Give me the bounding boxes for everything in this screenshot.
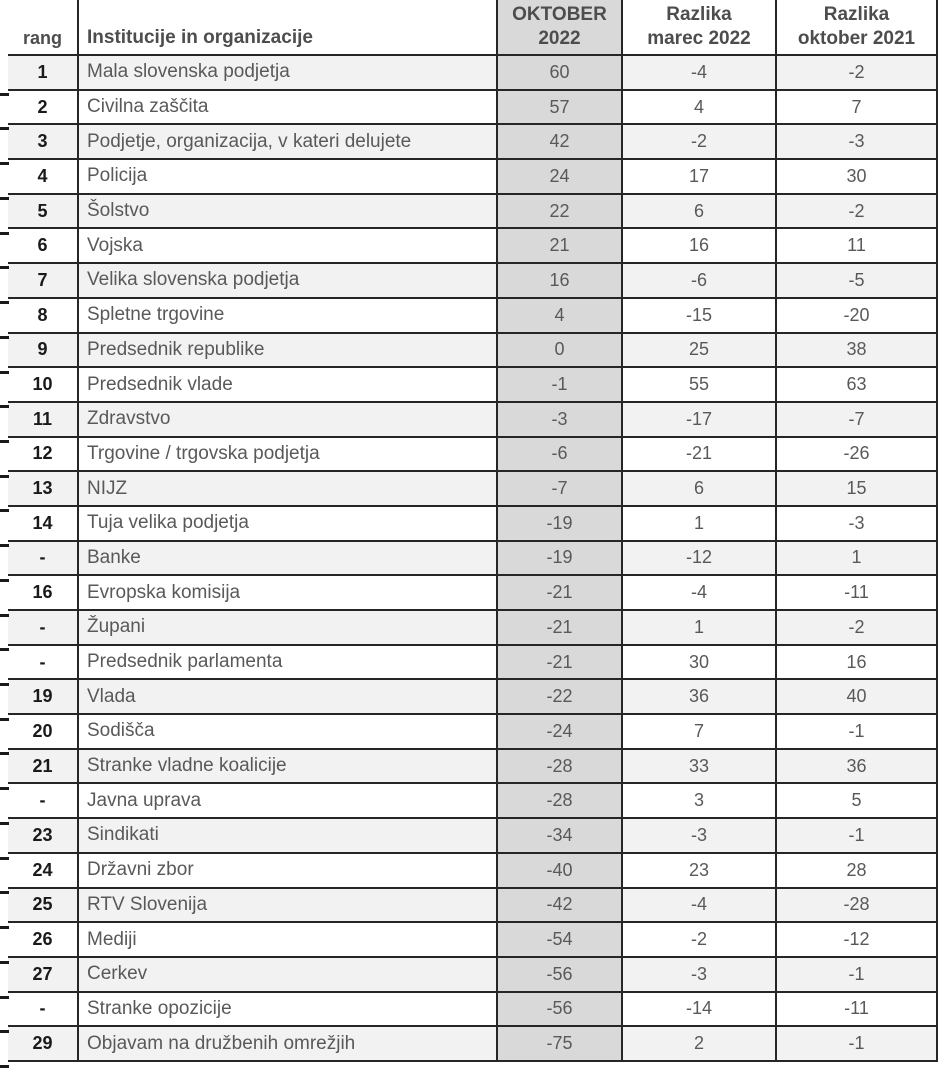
oktober-2022-value-cell: -28 [497,749,622,784]
table-row [8,853,937,888]
table-row [8,714,937,749]
razlika-oktober-2021-cell: -3 [776,124,937,159]
institution-name-cell: Tuja velika podjetja [78,506,497,541]
table-row [8,957,937,992]
razlika-marec-2022-cell: 17 [622,159,776,194]
header-razlika-marec-2022 [622,0,776,55]
oktober-2022-value-cell: -28 [497,783,622,818]
rank-cell: 1 [8,55,78,90]
oktober-2022-value-cell: -75 [497,1026,622,1061]
razlika-marec-2022-cell: 30 [622,645,776,680]
institution-name-cell: Sindikati [78,818,497,853]
oktober-2022-value-cell: -56 [497,957,622,992]
institution-name-cell: Sodišča [78,714,497,749]
table-row [8,888,937,923]
row-boundary-tick [0,197,9,200]
row-boundary-tick [0,405,9,408]
institution-name-cell: Državni zbor [78,853,497,888]
rank-cell: - [8,541,78,576]
oktober-2022-value-cell: -21 [497,645,622,680]
rank-cell: 29 [8,1026,78,1061]
rank-cell: 12 [8,437,78,472]
razlika-oktober-2021-cell: -2 [776,610,937,645]
oktober-2022-value-cell: -21 [497,575,622,610]
razlika-oktober-2021-cell: -12 [776,922,937,957]
table-body [8,55,937,1061]
institution-name-cell: Predsednik parlamenta [78,645,497,680]
header-row [8,0,937,55]
razlika-marec-2022-cell: -3 [622,957,776,992]
oktober-2022-value-cell: -21 [497,610,622,645]
institution-name-cell: Mala slovenska podjetja [78,55,497,90]
institutions-trust-table [8,0,938,1062]
oktober-2022-value-cell: 57 [497,90,622,125]
oktober-2022-value-cell: -42 [497,888,622,923]
row-boundary-tick [0,857,9,860]
header-razlika-oktober-line2: oktober 2021 [797,28,916,49]
razlika-marec-2022-cell: 6 [622,194,776,229]
razlika-oktober-2021-cell: 11 [776,228,937,263]
razlika-oktober-2021-cell: 36 [776,749,937,784]
row-boundary-tick [0,232,9,235]
razlika-oktober-2021-cell: 40 [776,679,937,714]
oktober-2022-value-cell: 0 [497,333,622,368]
rank-cell: 21 [8,749,78,784]
oktober-2022-value-cell: -40 [497,853,622,888]
rank-cell: 27 [8,957,78,992]
rank-cell: 5 [8,194,78,229]
table-row [8,333,937,368]
razlika-oktober-2021-cell: -20 [776,298,937,333]
rank-cell: 14 [8,506,78,541]
oktober-2022-value-cell: -34 [497,818,622,853]
rank-cell: 16 [8,575,78,610]
oktober-2022-value-cell: 16 [497,263,622,298]
table-row [8,402,937,437]
header-razlika-marec-line1: Razlika [666,4,732,25]
header-razlika-oktober-line1: Razlika [823,4,890,25]
row-boundary-tick [0,648,9,651]
table-row [8,610,937,645]
header-razlika-oktober-2021 [776,0,937,55]
rank-cell: 10 [8,367,78,402]
institution-name-cell: Stranke opozicije [78,992,497,1027]
institution-name-cell: Civilna zaščita [78,90,497,125]
row-boundary-tick [0,787,9,790]
table-row [8,1026,937,1061]
razlika-marec-2022-cell: 3 [622,783,776,818]
razlika-marec-2022-cell: 25 [622,333,776,368]
razlika-oktober-2021-cell: -11 [776,992,937,1027]
razlika-oktober-2021-cell: -2 [776,55,937,90]
rank-cell: 4 [8,159,78,194]
rank-cell: 20 [8,714,78,749]
table-row [8,783,937,818]
rank-cell: - [8,645,78,680]
rank-cell: 19 [8,679,78,714]
table-row [8,471,937,506]
table-row [8,679,937,714]
institution-name-cell: Predsednik vlade [78,367,497,402]
razlika-marec-2022-cell: -4 [622,575,776,610]
institution-name-cell: Cerkev [78,957,497,992]
institution-name-cell: NIJZ [78,471,497,506]
row-boundary-tick [0,509,9,512]
institution-name-cell: Mediji [78,922,497,957]
institution-name-cell: RTV Slovenija [78,888,497,923]
razlika-oktober-2021-cell: 16 [776,645,937,680]
table-row [8,228,937,263]
header-razlika-marec-line2: marec 2022 [647,28,751,49]
oktober-2022-value-cell: -7 [497,471,622,506]
oktober-2022-value-cell: -1 [497,367,622,402]
razlika-marec-2022-cell: -4 [622,55,776,90]
razlika-oktober-2021-cell: 38 [776,333,937,368]
oktober-2022-value-cell: 22 [497,194,622,229]
razlika-marec-2022-cell: 33 [622,749,776,784]
razlika-marec-2022-cell: 55 [622,367,776,402]
institution-name-cell: Vojska [78,228,497,263]
razlika-oktober-2021-cell: -28 [776,888,937,923]
rank-cell: 8 [8,298,78,333]
header-institucije: Institucije in organizacije [78,0,497,55]
razlika-marec-2022-cell: -6 [622,263,776,298]
institution-name-cell: Banke [78,541,497,576]
institution-name-cell: Policija [78,159,497,194]
table-row [8,298,937,333]
razlika-marec-2022-cell: 4 [622,90,776,125]
rank-cell: - [8,610,78,645]
institution-name-cell: Evropska komisija [78,575,497,610]
row-boundary-tick [0,822,9,825]
institution-name-cell: Stranke vladne koalicije [78,749,497,784]
table-row [8,541,937,576]
razlika-oktober-2021-cell: -1 [776,957,937,992]
row-boundary-tick [0,926,9,929]
razlika-marec-2022-cell: 23 [622,853,776,888]
razlika-oktober-2021-cell: -3 [776,506,937,541]
oktober-2022-value-cell: -24 [497,714,622,749]
header-oktober-2022 [497,0,622,55]
row-boundary-tick [0,440,9,443]
oktober-2022-value-cell: -54 [497,922,622,957]
razlika-marec-2022-cell: -17 [622,402,776,437]
razlika-marec-2022-cell: -3 [622,818,776,853]
institution-name-cell: Predsednik republike [78,333,497,368]
razlika-oktober-2021-cell: -7 [776,402,937,437]
row-boundary-tick [0,336,9,339]
razlika-oktober-2021-cell: -1 [776,818,937,853]
razlika-marec-2022-cell: -15 [622,298,776,333]
row-boundary-tick [0,718,9,721]
row-boundary-tick [0,614,9,617]
institution-name-cell: Objavam na družbenih omrežjih [78,1026,497,1061]
rank-cell: - [8,992,78,1027]
razlika-marec-2022-cell: 2 [622,1026,776,1061]
oktober-2022-value-cell: 4 [497,298,622,333]
razlika-marec-2022-cell: -2 [622,922,776,957]
institution-name-cell: Podjetje, organizacija, v kateri delujete [78,124,497,159]
razlika-oktober-2021-cell: -26 [776,437,937,472]
table-row [8,159,937,194]
oktober-2022-value-cell: 21 [497,228,622,263]
row-boundary-tick [0,891,9,894]
razlika-marec-2022-cell: 1 [622,610,776,645]
razlika-oktober-2021-cell: 63 [776,367,937,402]
row-boundary-tick [0,1030,9,1033]
row-boundary-tick [0,93,9,96]
razlika-oktober-2021-cell: -1 [776,714,937,749]
table-row [8,992,937,1027]
razlika-oktober-2021-cell: -5 [776,263,937,298]
razlika-marec-2022-cell: -2 [622,124,776,159]
header-rang: rang [8,0,78,55]
razlika-marec-2022-cell: 7 [622,714,776,749]
rank-cell: 3 [8,124,78,159]
razlika-marec-2022-cell: -14 [622,992,776,1027]
table-row [8,575,937,610]
razlika-oktober-2021-cell: -11 [776,575,937,610]
institution-name-cell: Zdravstvo [78,402,497,437]
table-row [8,437,937,472]
rank-cell: 26 [8,922,78,957]
header-oktober-2022-line2: 2022 [538,28,581,49]
table-row [8,922,937,957]
oktober-2022-value-cell: -56 [497,992,622,1027]
row-boundary-tick [0,544,9,547]
institution-name-cell: Šolstvo [78,194,497,229]
rank-cell: 6 [8,228,78,263]
rank-cell: 23 [8,818,78,853]
razlika-oktober-2021-cell: 7 [776,90,937,125]
row-boundary-tick [0,961,9,964]
table-row [8,506,937,541]
razlika-oktober-2021-cell: -1 [776,1026,937,1061]
razlika-marec-2022-cell: 6 [622,471,776,506]
razlika-oktober-2021-cell: 1 [776,541,937,576]
row-boundary-tick [0,266,9,269]
razlika-marec-2022-cell: -12 [622,541,776,576]
table-row [8,263,937,298]
table-row [8,124,937,159]
razlika-oktober-2021-cell: 30 [776,159,937,194]
oktober-2022-value-cell: -22 [497,679,622,714]
razlika-marec-2022-cell: 36 [622,679,776,714]
row-boundary-tick [0,127,9,130]
oktober-2022-value-cell: 60 [497,55,622,90]
institution-name-cell: Župani [78,610,497,645]
razlika-marec-2022-cell: -21 [622,437,776,472]
oktober-2022-value-cell: 24 [497,159,622,194]
rank-cell: 2 [8,90,78,125]
institution-name-cell: Velika slovenska podjetja [78,263,497,298]
row-boundary-tick [0,162,9,165]
rank-cell: 9 [8,333,78,368]
institution-name-cell: Spletne trgovine [78,298,497,333]
razlika-marec-2022-cell: 1 [622,506,776,541]
row-boundary-tick [0,683,9,686]
oktober-2022-value-cell: -6 [497,437,622,472]
razlika-marec-2022-cell: 16 [622,228,776,263]
row-boundary-tick [0,301,9,304]
table-row [8,367,937,402]
table-header [8,0,937,55]
row-boundary-tick [0,371,9,374]
razlika-marec-2022-cell: -4 [622,888,776,923]
table-row [8,749,937,784]
rank-cell: 11 [8,402,78,437]
table-row [8,818,937,853]
oktober-2022-value-cell: -19 [497,506,622,541]
razlika-oktober-2021-cell: 28 [776,853,937,888]
table-row [8,645,937,680]
rank-cell: - [8,783,78,818]
institution-name-cell: Javna uprava [78,783,497,818]
rank-cell: 24 [8,853,78,888]
oktober-2022-value-cell: -3 [497,402,622,437]
table-row [8,194,937,229]
oktober-2022-value-cell: 42 [497,124,622,159]
institution-name-cell: Vlada [78,679,497,714]
institution-name-cell: Trgovine / trgovska podjetja [78,437,497,472]
row-boundary-tick [0,475,9,478]
razlika-oktober-2021-cell: -2 [776,194,937,229]
razlika-oktober-2021-cell: 5 [776,783,937,818]
table-row [8,55,937,90]
oktober-2022-value-cell: -19 [497,541,622,576]
rank-cell: 25 [8,888,78,923]
row-boundary-tick [0,996,9,999]
rank-cell: 7 [8,263,78,298]
table-row [8,90,937,125]
row-boundary-tick [0,752,9,755]
header-oktober-2022-line1: OKTOBER [512,4,607,25]
row-boundary-tick [0,579,9,582]
razlika-oktober-2021-cell: 15 [776,471,937,506]
rank-cell: 13 [8,471,78,506]
